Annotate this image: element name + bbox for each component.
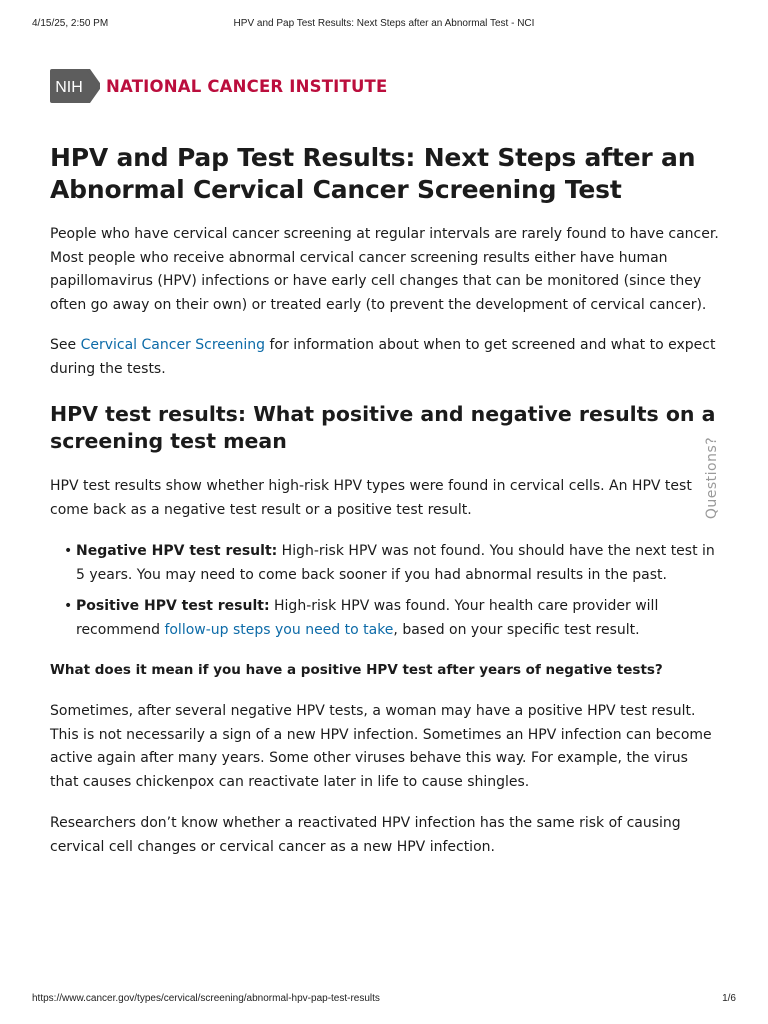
bullet: • [64,543,73,559]
negative-result-label: Negative HPV test result: [76,543,278,559]
nci-logo[interactable] [50,69,387,103]
see-before: See [50,337,81,353]
bullet: • [64,598,73,614]
follow-up-steps-link[interactable]: follow-up steps you need to take [164,621,394,638]
questions-tab-label: Questions? [704,436,720,520]
nih-badge-icon [50,69,100,103]
see-after: for information about when to get screened and what to expect during the tests. [50,337,716,377]
print-url: https://www.cancer.gov/types/cervical/screening/abnormal-hpv-pap-test-results [32,993,380,1004]
body-paragraph: Researchers don’t know whether a reactivated HPV infection has the same risk of causing cervical cell changes or cervical cancer as a new HPV infection. [50,815,681,855]
page-number: 1/6 [722,993,736,1004]
cervical-cancer-screening-link[interactable]: Cervical Cancer Screening [80,337,266,353]
positive-result-label: Positive HPV test result: [76,598,270,614]
print-title: HPV and Pap Test Results: Next Steps after an Abnormal Test - NCI [233,18,535,29]
positive-result-text-end: , based on your specific test result. [393,621,640,638]
results-list [50,540,720,642]
section-heading: HPV test results: What positive and negative results on a screening test mean [50,402,716,453]
nci-name: NATIONAL CANCER INSTITUTE [106,76,388,96]
subheading: What does it mean if you have a positive HPV test after years of negative tests? [50,662,663,678]
nih-badge-label: NIH [55,79,83,96]
section-intro: HPV test results show whether high-risk HPV types were found in cervical cells. An HPV test come back as a negative test result or a positive test result. [50,478,692,518]
positive-result-text: High-risk HPV was found. Your health care provider will recommend [76,598,659,638]
list-item [50,595,720,642]
intro-paragraph: People who have cervical cancer screening at regular intervals are rarely found to have cancer. Most people who receive abnormal cervical cancer screening results either have human papillomavirus (HPV) infections or have early cell changes that can be monitored (since they often go away on their own) or treated early (to prevent the development of cervical cancer). [50,226,719,313]
article-content [50,142,720,859]
see-paragraph [50,334,720,381]
negative-result-text: High-risk HPV was not found. You should have the next test in 5 years. You may need to come back sooner if you had abnormal results in the past. [76,543,715,583]
list-item [50,540,720,587]
body-paragraph: Sometimes, after several negative HPV tests, a woman may have a positive HPV test result. This is not necessarily a sign of a new HPV infection. Sometimes an HPV infection can become active again after many years. Some other viruses behave this way. For example, the virus that causes chickenpox can reactivate later in life to cause shingles. [50,703,712,790]
print-date: 4/15/25, 2:50 PM [32,18,109,29]
page-title: HPV and Pap Test Results: Next Steps after an Abnormal Cervical Cancer Screening Test [50,143,696,204]
